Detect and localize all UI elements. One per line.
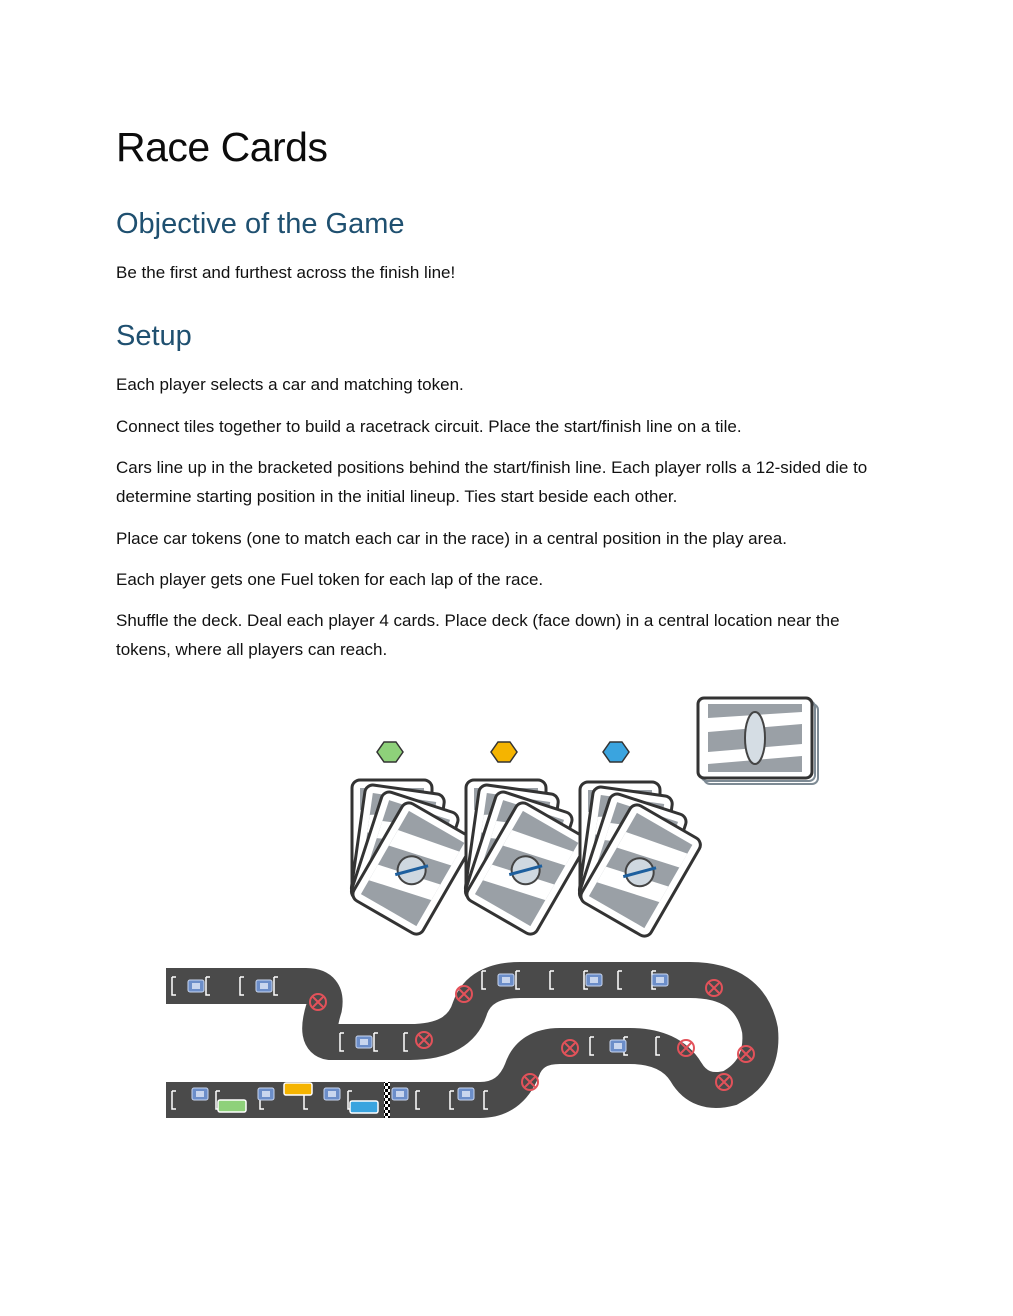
setup-paragraph: Each player gets one Fuel token for each lap of the race. — [116, 570, 544, 589]
player-car-yellow — [284, 1083, 312, 1095]
objective-text: Be the first and furthest across the finish line! — [116, 263, 456, 282]
setup-paragraph: Place car tokens (one to match each car in the race) in a central position in the play area. — [116, 529, 787, 548]
racetrack — [166, 971, 760, 1118]
player-tokens — [377, 742, 629, 762]
hand-2 — [463, 780, 589, 937]
token-blue-icon — [603, 742, 629, 762]
setup-illustration — [160, 690, 840, 1130]
player-car-green — [218, 1100, 246, 1112]
setup-paragraph: Shuffle the deck. Deal each player 4 cards. Place deck (face down) in a central location near the tokens, where all players can reach. — [116, 611, 840, 659]
token-green-icon — [377, 742, 403, 762]
token-yellow-icon — [491, 742, 517, 762]
card-deck — [698, 698, 818, 784]
setup-paragraph: Connect tiles together to build a racetrack circuit. Place the start/finish line on a tile. — [116, 417, 742, 436]
page-title: Race Cards — [116, 124, 328, 170]
setup-paragraph: Cars line up in the bracketed positions behind the start/finish line. Each player rolls a 12-sided die to determine starting position in the initial lineup. Ties start beside each other. — [116, 458, 868, 506]
setup-paragraph: Each player selects a car and matching token. — [116, 375, 464, 394]
hand-3 — [577, 782, 703, 939]
player-car-blue — [350, 1101, 378, 1113]
start-finish-line — [384, 1082, 390, 1118]
hand-1 — [349, 780, 475, 937]
setup-heading: Setup — [116, 320, 192, 352]
objective-heading: Objective of the Game — [116, 208, 405, 240]
